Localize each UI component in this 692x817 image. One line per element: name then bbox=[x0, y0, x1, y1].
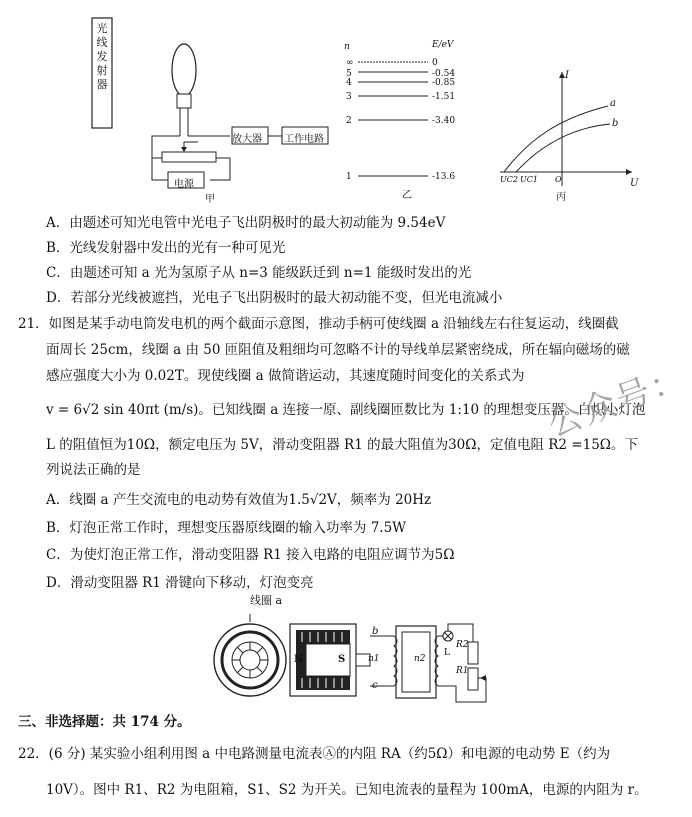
level-e-2: -0.85 bbox=[432, 78, 456, 88]
level-e-3: -1.51 bbox=[432, 92, 456, 102]
curve-a-label: a bbox=[610, 98, 616, 109]
caption-yi: 乙 bbox=[402, 190, 412, 201]
n-label: n bbox=[344, 42, 350, 52]
generator-figure bbox=[206, 606, 498, 708]
q22-line2: 10V）。图中 R1、R2 为电阻箱，S1、S2 为开关。已知电流表的量程为 100mA，电源的内阻为 r。 bbox=[46, 782, 648, 798]
q21-line2: 面周长 25cm，线圈 a 由 50 匝阻值及粗细均可忽略不计的导线单层紧密绕成，所在辐向磁场的磁 bbox=[46, 342, 630, 358]
work-circuit-label: 工作电路 bbox=[284, 134, 324, 145]
level-n-2: 4 bbox=[346, 78, 352, 88]
q21-option-b: B．灯泡正常工作时，理想变压器原线圈的输入功率为 7.5W bbox=[46, 520, 407, 536]
origin-label: O bbox=[555, 175, 562, 184]
level-n-1: 5 bbox=[346, 69, 352, 79]
q20-option-d: D．若部分光线被遮挡，光电子飞出阴极时的最大初动能不变，但光电流减小 bbox=[46, 290, 503, 306]
n2-label: n2 bbox=[414, 654, 426, 664]
uc2-label: UC2 bbox=[500, 175, 518, 184]
curve-b bbox=[516, 124, 610, 172]
photocell-bulb bbox=[172, 44, 196, 96]
q21-line4: v = 6√2 sin 40πt (m/s)。已知线圈 a 连接一原、副线圈匝数比为 1:10 的理想变压器。白炽小灯泡 bbox=[46, 402, 646, 418]
curve-a bbox=[504, 106, 608, 172]
e-label: E/eV bbox=[432, 40, 454, 50]
coil-label: 线圈 a bbox=[250, 594, 283, 607]
n1-label: n1 bbox=[368, 654, 380, 664]
q20-option-c: C．由题述可知 a 光为氢原子从 n=3 能级跃迁到 n=1 能级时发出的光 bbox=[46, 265, 472, 281]
q21-option-c: C．为使灯泡正常工作，滑动变阻器 R1 接入电路的电阻应调节为5Ω bbox=[46, 547, 455, 563]
level-e-1: -0.54 bbox=[432, 69, 456, 79]
level-e-4: -3.40 bbox=[432, 116, 456, 126]
q20-option-a: A．由题述可知光电管中光电子飞出阴极时的最大初动能为 9.54eV bbox=[46, 215, 446, 231]
q21-option-d: D．滑动变阻器 R1 滑键向下移动，灯泡变亮 bbox=[46, 575, 314, 591]
terminal-c-label: c bbox=[372, 680, 378, 691]
lamp-label: L bbox=[444, 648, 450, 658]
figure-bing bbox=[490, 68, 640, 190]
light-source-label: 光线发射器 bbox=[96, 22, 108, 91]
rheostat bbox=[162, 152, 216, 162]
watermark-text: 公众号： bbox=[542, 358, 692, 446]
uc1-label: UC1 bbox=[520, 175, 538, 184]
q21-line6: 列说法正确的是 bbox=[46, 462, 141, 478]
amplifier-label: 放大器 bbox=[232, 134, 262, 145]
curve-b-label: b bbox=[612, 118, 619, 129]
section3-heading: 三、非选择题：共 174 分。 bbox=[18, 714, 191, 730]
level-e-0: 0 bbox=[432, 58, 438, 68]
n-pole-label: N bbox=[294, 654, 304, 665]
i-axis-label: I bbox=[565, 70, 569, 81]
terminal-b-label: b bbox=[372, 626, 379, 637]
caption-bing: 丙 bbox=[556, 192, 566, 203]
level-n-3: 3 bbox=[346, 92, 352, 102]
level-n-0: ∞ bbox=[346, 58, 354, 68]
q21-line5: L 的阻值恒为10Ω，额定电压为 5V，滑动变阻器 R1 的最大阻值为30Ω，定值电阻 R2 =15Ω。下 bbox=[46, 437, 638, 453]
figure-jia bbox=[80, 8, 340, 198]
q21-option-a: A．线圈 a 产生交流电的电动势有效值为1.5√2V，频率为 20Hz bbox=[46, 492, 432, 508]
caption-jia: 甲 bbox=[205, 194, 215, 205]
q21-line3: 感应强度大小为 0.02T。现使线圈 a 做简谐运动，其速度随时间变化的关系式为 bbox=[46, 368, 525, 384]
power-label: 电源 bbox=[174, 179, 194, 190]
level-n-5: 1 bbox=[346, 172, 352, 182]
u-axis-label: U bbox=[630, 178, 639, 189]
r2-label: R2 bbox=[456, 640, 469, 650]
level-n-4: 2 bbox=[346, 116, 352, 126]
s-pole-label: S bbox=[338, 654, 346, 665]
q20-option-b: B．光线发射器中发出的光有一种可见光 bbox=[46, 240, 286, 256]
r1-label: R1 bbox=[456, 666, 469, 676]
q22-line1: 22．(6 分) 某实验小组利用图 a 中电路测量电流表Ⓐ的内阻 RA（约5Ω）和电源的电动势 E（约为 bbox=[18, 746, 611, 762]
level-e-5: -13.6 bbox=[432, 172, 456, 182]
q21-line1: 21．如图是某手动电筒发电机的两个截面示意图，推动手柄可使线圈 a 沿轴线左右往复运动，线圈截 bbox=[18, 316, 619, 332]
